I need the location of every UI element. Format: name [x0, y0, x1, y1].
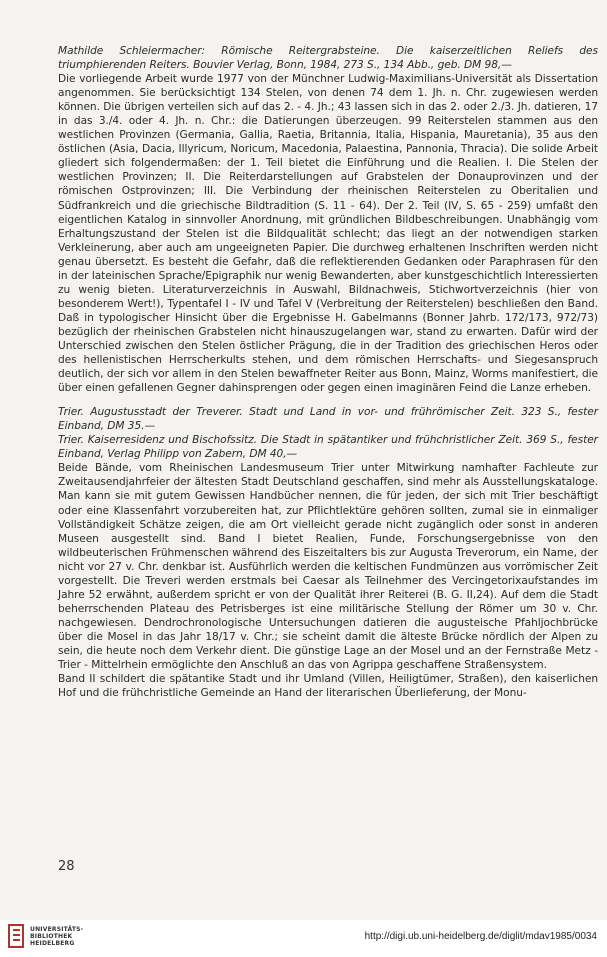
footer-bar	[0, 920, 607, 957]
logo-line-2: BIBLIOTHEK	[30, 933, 73, 940]
article-text	[58, 44, 598, 700]
logo-line-1: UNIVERSITÄTS-	[30, 926, 84, 933]
review2-body1: Beide Bände, vom Rheinischen Landesmuseum Trier unter Mitwirkung namhafter Fachleute zur Zweitausendjahrfeier der ältesten Stadt Deutschland geschaffen, sind mehr als Ausstellungskataloge. Man kann sie mit gutem Gewissen Handbücher nennen, die für jeden, der sich mit Trier beschäftigt oder eine Klassenfahrt vorzubereiten hat, zur Pflichtlektüre gehören sollten, zumal sie in einmaliger Vollständigkeit Schätze zeigen, die am Ort vielleicht gerade nicht zugänglich oder sonst in anderen Museen ausgestellt sind. Band I bietet Realien, Funde, Forschungsergebnisse von den wildbeuterischen Frühmenschen während des Eiszeitalters bis zur Augusta Treverorum, ein Name, der nicht vor 27 v. Chr. denkbar ist. Ausführlich werden die keltischen Fundmünzen aus vorrömischer Zeit vorgestellt. Die Treveri werden erstmals bei Caesar als Teilnehmer des Vercingetorixaufstandes im Jahre 52 erwähnt, außerdem spricht er von der Qualität ihrer Reiterei (B. G. II,24). Auf dem die Stadt beherrschenden Plateau des Petrisberges ist eine militärische Stellung der Römer um 30 v. Chr. nachgewiesen. Dendrochronologische Untersuchungen datieren die augusteische Pfahljochbrücke über die Mosel in das Jahr 18/17 v. Chr.; sie scheint damit die älteste Brücke nördlich der Alpen zu sein, die heute noch dem Verkehr dient. Die günstige Lage an der Mosel und an der Fernstraße Metz - Trier - Mittelrhein ermöglichte den Anschluß an das von Agrippa geschaffene Straßensystem.	[58, 462, 598, 672]
source-url-link[interactable]: http://digi.ub.uni-heidelberg.de/diglit/mdav1985/0034	[364, 931, 597, 942]
review2-body2: Band II schildert die spätantike Stadt und ihr Umland (Villen, Heiligtümer, Straßen), den kaiserlichen Hof und die frühchristliche Gemeinde an Hand der literarischen Überlieferung, der Monu-	[58, 673, 598, 700]
review1-citation: Mathilde Schleiermacher: Römische Reitergrabsteine. Die kaiserzeitlichen Reliefs des triumphierenden Reiters. Bouvier Verlag, Bonn, 1984, 273 S., 134 Abb., geb. DM 98,—	[58, 45, 598, 72]
library-logo-text	[30, 926, 83, 947]
logo-line-3: HEIDELBERG	[30, 940, 75, 947]
review2-citation2: Trier. Kaiserresidenz und Bischofssitz. Die Stadt in spätantiker und frühchristlicher Zeit. 369 S., fester Einband, Verlag Philipp von Zabern, DM 40,—	[58, 434, 598, 461]
page-number: 28	[58, 859, 75, 874]
review2-citation1: Trier. Augustusstadt der Treverer. Stadt und Land in vor- und frührömischer Zeit. 323 S., fester Einband, DM 35.—	[58, 406, 598, 433]
university-library-logo-icon	[8, 923, 26, 951]
review1-body: Die vorliegende Arbeit wurde 1977 von der Münchner Ludwig-Maximilians-Universität als Dissertation angenommen. Sie berücksichtigt 134 Stelen, von denen 74 dem 1. Jh. n. Chr. zugewiesen werden können. Die übrigen verteilen sich auf das 2. - 4. Jh.; 43 lassen sich in das 2. oder 2./3. Jh. datieren, 17 in das 3./4. oder 4. Jh. n. Chr.: die Datierungen überzeugen. 99 Reiterstelen stammen aus den westlichen Provinzen (Germania, Gallia, Raetia, Britannia, Italia, Hispania, Mauretania), 35 aus den östlichen (Asia, Dacia, Illyricum, Noricum, Macedonia, Palaestina, Pannonia, Thracia). Die solide Arbeit gliedert sich folgendermaßen: der 1. Teil bietet die Einführung und die Realien. I. Die Stelen der westlichen Provinzen; II. Die Reiterdarstellungen auf Grabstelen der Donauprovinzen und der römischen Ostprovinzen; III. Die Verbindung der rheinischen Reiterstelen zu Oberitalien und Südfrankreich und die griechische Bildtradition (S. 11 - 64). Der 2. Teil (IV, S. 65 - 259) umfaßt den eigentlichen Katalog in sinnvoller Anordnung, mit gründlichen Bildbeschreibungen. Unabhängig vom Erhaltungszustand der Stelen ist die Bildqualität schlecht; das liegt an der notwendigen starken Verkleinerung, aber auch am ungeeigneten Papier. Die durchweg erhaltenen Inschriften werden nicht genau übersetzt. Es besteht die Gefahr, daß die reflektierenden Gedanken oder Paraphrasen für den in der lateinischen Sprache/Epigraphik nur wenig Bewanderten, aber kunstgeschichtlich Interessierten zu wenig bieten. Literaturverzeichnis in Auswahl, Bildnachweis, Stichwortverzeichnis (hier von besonderem Wert!), Typentafel I - IV und Tafel V (Verbreitung der Reiterstelen) beschließen den Band. Daß in typologischer Hinsicht über die Ergebnisse H. Gabelmanns (Bonner Jahrb. 172/173, 972/73) bezüglich der rheinischen Grabstelen nicht hinauszugelangen war, stand zu erwarten. Dafür wird der Unterschied zwischen den Stelen östlicher Prägung, die in der Tradition des griechischen Heros oder des hellenistischen Herrscherkults stehen, und dem römischen Herrschafts- und Siegesanspruch deutlich, der sich vor allem in den Stelen bewaffneter Reiter aus Bonn, Mainz, Worms manifestiert, die über einen gefallenen Gegner dahinsprengen oder gegen einen imaginären Feind die Lanze erheben.	[58, 73, 598, 395]
